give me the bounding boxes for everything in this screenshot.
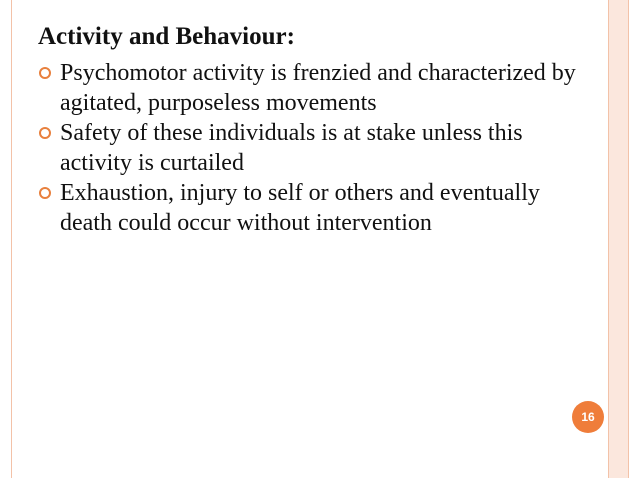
bullet-text: Exhaustion, injury to self or others and eventually death could occur without intervention — [60, 180, 540, 236]
bullet-text: Psychomotor activity is frenzied and characterized by agitated, purposeless movements — [60, 60, 576, 116]
slide-heading: Activity and Behaviour: — [38, 23, 295, 50]
bullet-list — [38, 58, 578, 238]
hollow-circle-bullet-icon — [39, 127, 51, 139]
page-number-badge: 16 — [572, 401, 604, 433]
slide-right-band — [609, 0, 628, 478]
bullet-item — [38, 118, 578, 178]
slide-right-edge-line — [628, 0, 629, 478]
bullet-item — [38, 58, 578, 118]
bullet-item — [38, 178, 578, 238]
hollow-circle-bullet-icon — [39, 67, 51, 79]
bullet-text: Safety of these individuals is at stake unless this activity is curtailed — [60, 120, 523, 176]
hollow-circle-bullet-icon — [39, 187, 51, 199]
